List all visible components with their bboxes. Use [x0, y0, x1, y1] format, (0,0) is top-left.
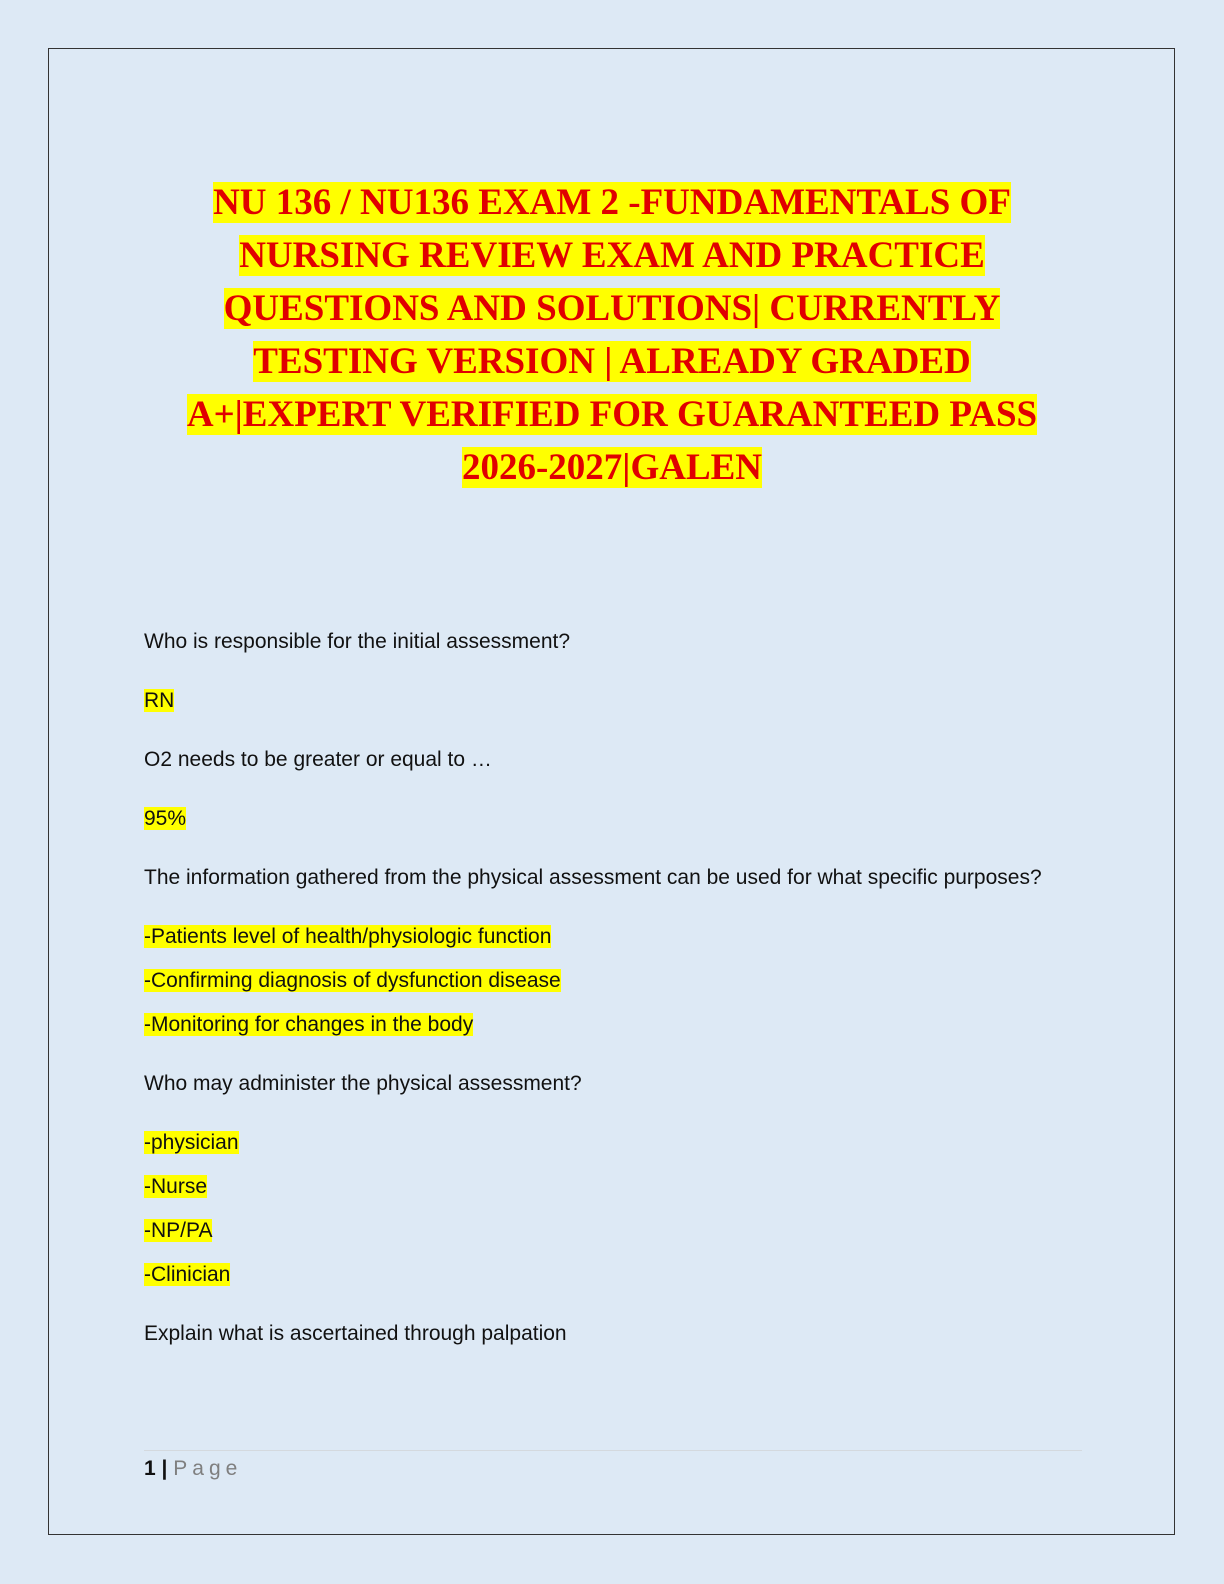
answer-group [144, 1121, 1084, 1297]
answer-group [144, 915, 1084, 1047]
page-number: 1 [144, 1457, 156, 1480]
question-text: O2 needs to be greater or equal to … [144, 748, 492, 771]
title-line: A+|EXPERT VERIFIED FOR GUARANTEED PASS [186, 394, 1038, 435]
footer-separator: | [161, 1457, 168, 1480]
page-label: Page [173, 1457, 243, 1480]
answer-text: -Nurse [144, 1175, 208, 1198]
answer-text: -Patients level of health/physiologic function [144, 925, 552, 948]
title-line: 2026-2027|GALEN [461, 447, 763, 488]
question-text: Explain what is ascertained through palpation [144, 1322, 567, 1345]
question-text: The information gathered from the physical assessment can be used for what specific purposes? [144, 866, 1042, 889]
answer-text: -Confirming diagnosis of dysfunction disease [144, 969, 561, 992]
answer-text: -physician [144, 1131, 239, 1154]
answer-text: -Monitoring for changes in the body [144, 1013, 474, 1036]
title-line: NU 136 / NU136 EXAM 2 -FUNDAMENTALS OF [213, 182, 1011, 223]
answer-text: RN [144, 689, 175, 712]
title-line: NURSING REVIEW EXAM AND PRACTICE [239, 235, 985, 276]
question-text: Who is responsible for the initial assessment? [144, 630, 571, 653]
page-footer [144, 1450, 1082, 1483]
answer-group [144, 797, 1084, 841]
answer-text: -Clinician [144, 1263, 231, 1286]
document-title [130, 176, 1094, 494]
title-line: TESTING VERSION | ALREADY GRADED [253, 341, 971, 382]
answer-text: -NP/PA [144, 1219, 213, 1242]
qa-content [144, 620, 1084, 1371]
question-text: Who may administer the physical assessment? [144, 1072, 582, 1095]
title-line: QUESTIONS AND SOLUTIONS| CURRENTLY [223, 288, 1001, 329]
answer-group [144, 679, 1084, 723]
answer-text: 95% [144, 807, 187, 830]
